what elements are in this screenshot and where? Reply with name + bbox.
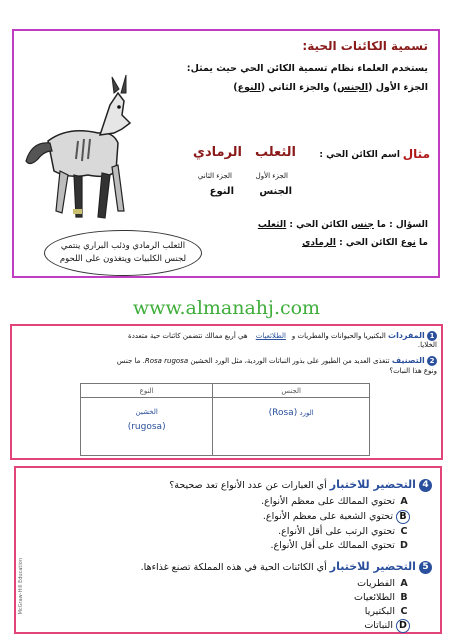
publisher-credit: McGraw-Hill Education	[18, 558, 24, 615]
mcq-panel	[14, 466, 442, 634]
answer-genus: الثعلب	[257, 220, 287, 230]
option-a[interactable]: A الفطريات	[357, 578, 408, 589]
item-number: 1	[427, 331, 437, 341]
col-species: النوع	[81, 384, 213, 398]
example-genus-word: الثعلب	[254, 145, 296, 160]
item-number: 2	[427, 356, 437, 366]
option-c[interactable]: C تحتوي الرتب على أقل الأنواع.	[278, 526, 408, 537]
part2-label: الجزء الثاني	[197, 172, 232, 180]
info-oval: الثعلب الرمادي وذئب البراري ينتمي لجنس الكلبيات ويتغذون على اللحوم	[44, 230, 202, 276]
part1-label: الجزء الأول	[255, 172, 288, 180]
species-answer-cell: الخشين (rugosa)	[81, 398, 213, 456]
genus-term: الجنس	[337, 82, 369, 93]
fill-blank-answer: الطلائعيات	[255, 332, 286, 340]
site-watermark: www.almanahj.com	[132, 297, 321, 319]
exercise-item-1: 1 المفردات البكتيريا والحيوانات والفطريات والطلائعيات هي أربع ممالك تتضمن كائنات حية متعددة	[128, 331, 437, 341]
naming-intro: يستخدم العلماء نظام تسمية الكائن الحي حيث يمثل:	[186, 63, 428, 74]
option-b-selected[interactable]: B تحتوي الشعبة على معظم الأنواع.	[263, 510, 410, 524]
genus-species-table	[80, 383, 370, 456]
question-genus: السؤال : ما جنس الكائن الحي : الثعلب	[257, 220, 428, 230]
selected-answer-circle: B	[396, 510, 410, 524]
example-desc: اسم الكائن الحي :	[319, 150, 400, 160]
example-species-word: الرمادي	[193, 145, 242, 160]
option-c[interactable]: C البكتيريا	[364, 606, 408, 617]
question-4: 4 التحضير للاختبار أي العبارات عن عدد الأنواع تعد صحيحة؟	[169, 478, 432, 492]
exercise-item-2: 2 التصنيف تتغذى العديد من الطيور على بذور النباتات الوردية، مثل الورد الخشين Rosa rugosa. ما جنس	[117, 356, 437, 366]
question-5: 5 التحضير للاختبار أي الكائنات الحية في هذه المملكة تصنع غذاءها.	[141, 560, 432, 574]
exercise-panel: 1 المفردات البكتيريا والحيوانات والفطريات والطلائعيات هي أربع ممالك تتضمن كائنات حية متعددة الخلايا. 2 التصنيف تتغذى العديد من الطيور على بذور النباتات الوردية، مثل الورد الخشين Rosa rugosa. ما جنس ونوع هذا النبات؟ الجنس النوع الورد (Rosa) الخشين (rugosa)	[10, 324, 443, 460]
latin-name: Rosa rugosa	[144, 357, 189, 365]
species-label: النوع	[209, 186, 234, 197]
naming-title: تسمية الكائنات الحية:	[302, 39, 428, 53]
genus-label: الجنس	[259, 186, 292, 197]
example-label: مثال	[402, 147, 430, 161]
naming-panel	[12, 29, 440, 278]
option-b[interactable]: B الطلائعيات	[354, 592, 408, 603]
genus-answer-cell: الورد (Rosa)	[213, 398, 370, 456]
selected-answer-circle: D	[396, 619, 410, 633]
option-d-selected[interactable]: D النباتات	[364, 619, 410, 633]
species-term: النوع	[237, 82, 261, 93]
option-d[interactable]: D تحتوي الممالك على أقل الأنواع.	[270, 540, 408, 551]
answer-species: الرمادي	[302, 238, 336, 248]
naming-parts: الجزء الأول (الجنس) والجزء الثاني (النوع)	[233, 82, 428, 93]
option-a[interactable]: A تحتوي الممالك على معظم الأنواع.	[261, 496, 408, 507]
question-species: ما نوع الكائن الحي : الرمادي	[302, 238, 428, 248]
col-genus: الجنس	[213, 384, 370, 398]
wolf-illustration	[18, 71, 136, 231]
